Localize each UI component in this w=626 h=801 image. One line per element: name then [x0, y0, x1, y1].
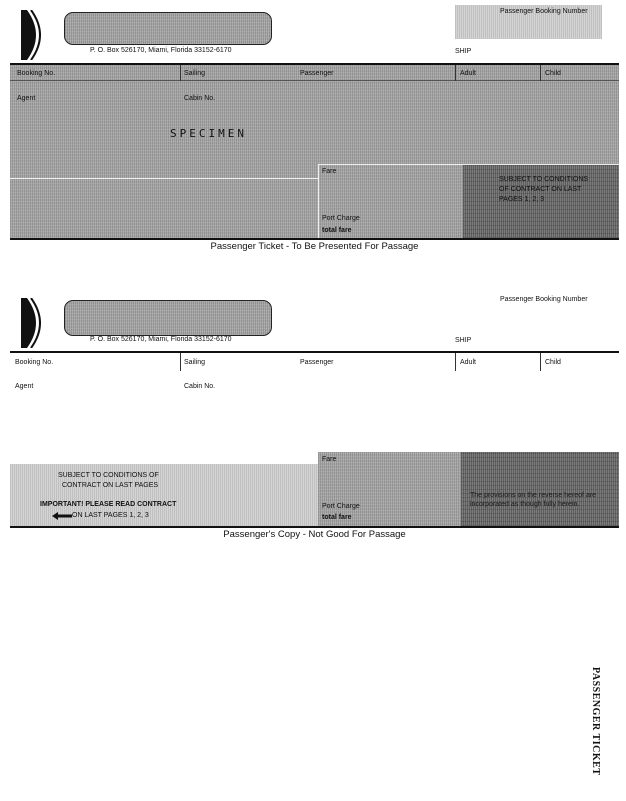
company-name-box: [64, 12, 272, 45]
adult-label: Adult: [460, 359, 476, 366]
header-divider: [10, 80, 619, 81]
fare-label: Fare: [322, 456, 337, 463]
total-fare-label: total fare: [322, 227, 352, 234]
booking-number-label: Passenger Booking Number: [500, 8, 588, 15]
booking-no-label: Booking No.: [15, 359, 54, 366]
booking-no-label: Booking No.: [17, 70, 56, 77]
conditions-line-1: SUBJECT TO CONDITIONS OF: [58, 472, 159, 479]
fare-label: Fare: [322, 168, 337, 175]
cabin-no-label: Cabin No.: [184, 383, 216, 390]
child-label: Child: [545, 359, 561, 366]
company-logo: [21, 298, 47, 348]
provisions-panel: [461, 452, 619, 526]
copy-caption: Passenger's Copy - Not Good For Passage: [223, 529, 406, 540]
passenger-label: Passenger: [300, 359, 334, 366]
copy-section: [0, 290, 626, 550]
left-arrow-icon: [52, 512, 72, 520]
conditions-text: SUBJECT TO CONDITIONS OF CONTRACT ON LAST PAGES 1, 2, 3: [499, 176, 589, 203]
side-title: PASSENGER TICKET: [590, 667, 601, 776]
agent-label: Agent: [17, 95, 36, 102]
passenger-label: Passenger: [300, 70, 334, 77]
fare-divider: [318, 164, 319, 238]
booking-number-label: Passenger Booking Number: [500, 296, 588, 303]
cabin-no-label: Cabin No.: [184, 95, 216, 102]
port-charge-label: Port Charge: [322, 503, 360, 510]
company-address: P. O. Box 526170, Miami, Florida 33152-6170: [90, 47, 232, 54]
total-fare-label: total fare: [322, 514, 352, 521]
child-label: Child: [545, 70, 561, 77]
important-line-2: ON LAST PAGES 1, 2, 3: [72, 512, 149, 519]
top-rule: [10, 351, 619, 353]
important-line-1: IMPORTANT! PLEASE READ CONTRACT: [40, 501, 177, 508]
sailing-label: Sailing: [184, 359, 206, 366]
col-divider: [455, 65, 456, 81]
col-divider: [180, 353, 181, 371]
col-divider: [180, 65, 181, 81]
col-divider: [540, 353, 541, 371]
col-divider: [455, 353, 456, 371]
provisions-text: The provisions on the reverse hereof are incorporated as though fully herein.: [470, 492, 597, 508]
company-name-box: [64, 300, 272, 336]
specimen-watermark: SPECIMEN: [170, 127, 247, 140]
company-address: P. O. Box 526170, Miami, Florida 33152-6170: [90, 336, 232, 343]
ship-label: SHIP: [455, 337, 472, 344]
sailing-label: Sailing: [184, 70, 206, 77]
ship-label: SHIP: [455, 48, 472, 55]
ticket-section: [0, 0, 626, 260]
conditions-line-2: CONTRACT ON LAST PAGES: [62, 482, 159, 489]
company-logo: [21, 10, 47, 60]
bottom-rule: [10, 526, 619, 528]
lower-divider-left: [10, 178, 318, 179]
adult-label: Adult: [460, 70, 476, 77]
col-divider: [540, 65, 541, 81]
port-charge-label: Port Charge: [322, 215, 360, 222]
ticket-caption: Passenger Ticket - To Be Presented For Passage: [210, 241, 419, 252]
agent-label: Agent: [15, 383, 34, 390]
bottom-rule: [10, 238, 619, 240]
